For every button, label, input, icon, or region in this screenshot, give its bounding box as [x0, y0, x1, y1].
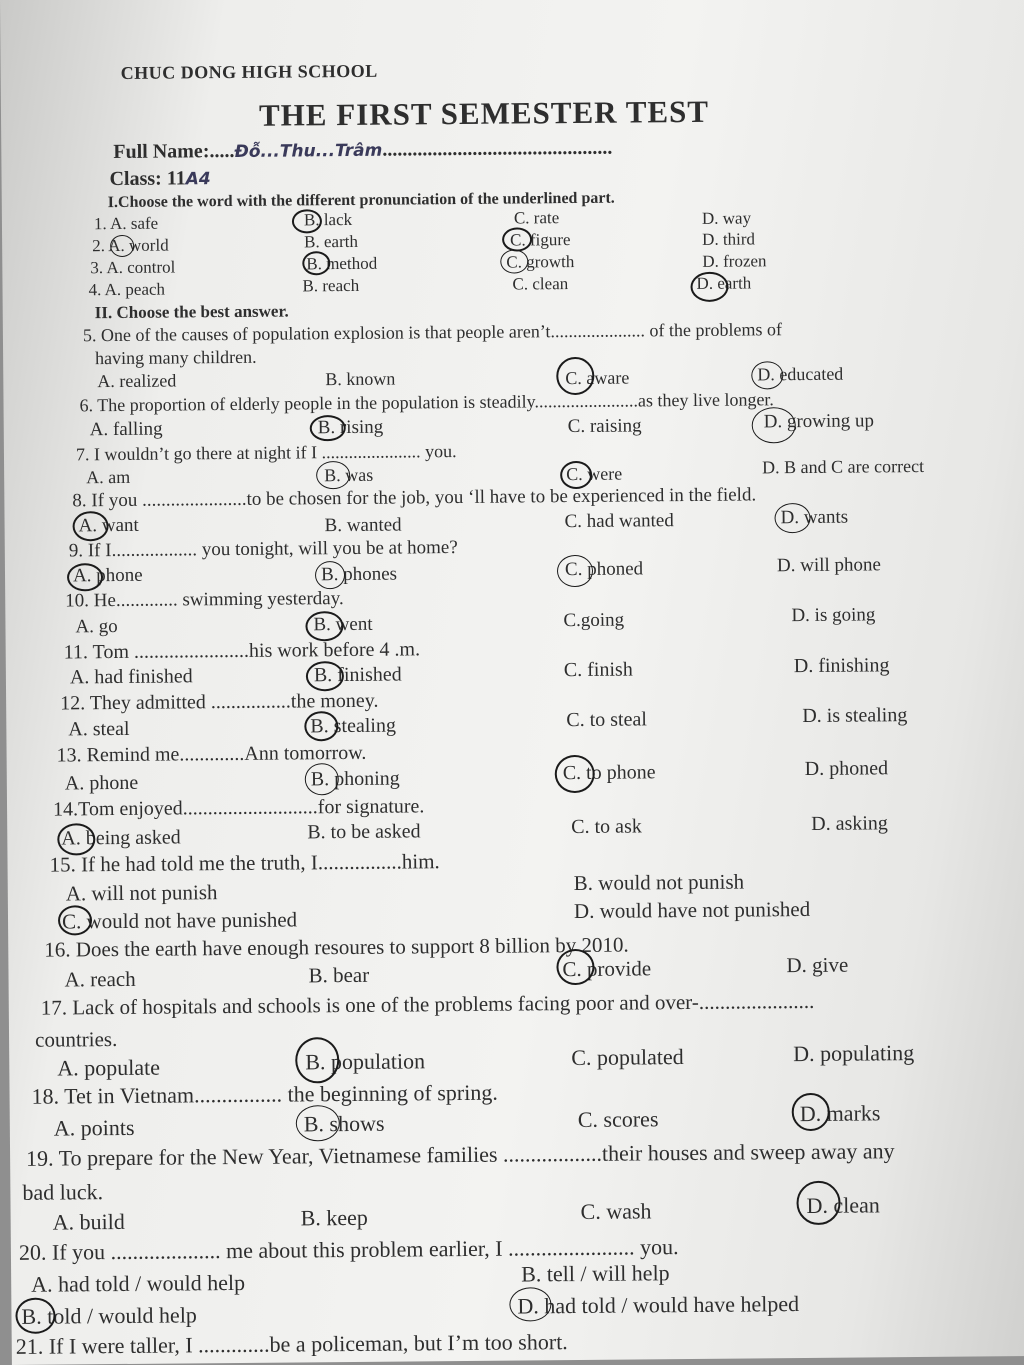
q11-option-d: D. finishing [793, 654, 890, 678]
q20-option-a: A. had told / would help [31, 1269, 246, 1297]
full-name-label: Full Name:..... [113, 139, 235, 164]
q8-prompt: 8. If you ......................to be chosen for the job, you ‘ll have to be experienced in the field. [72, 484, 757, 512]
q16-prompt: 16. Does the earth have enough resoures to support 8 billion by 2010. [44, 932, 629, 962]
q17-prompt: 17. Lack of hospitals and schools is one of the problems facing poor and over-...................... [40, 988, 815, 1020]
q6-option-d: D. growing up [763, 410, 875, 433]
answer-circle-q18-d [792, 1093, 830, 1131]
q7-prompt: 7. I wouldn’t go there at night if I ...................... you. [75, 441, 457, 465]
q10-prompt: 10. He............. swimming yesterday. [65, 588, 344, 612]
q1-option-d: D. way [701, 208, 752, 228]
answer-circle-q18-b [296, 1105, 340, 1141]
q9-option-a: A. phone [72, 564, 143, 587]
q18-option-b: B. shows [303, 1110, 385, 1137]
q10-option-c: C.going [563, 609, 625, 632]
answer-circle-q14-a [57, 823, 95, 855]
test-title: THE FIRST SEMESTER TEST [258, 93, 710, 133]
q5-option-d: D. educated [757, 363, 844, 385]
q19-prompt: 19. To prepare for the New Year, Vietnamese families ..................their houses and sweep away any [26, 1138, 895, 1171]
q13-prompt: 13. Remind me.............Ann tomorrow. [56, 741, 367, 767]
q20-prompt: 20. If you .................... me about this problem earlier, I ....................... you. [18, 1234, 679, 1265]
q15-option-c: C. would not have punished [61, 907, 298, 934]
q10-option-a: A. go [75, 615, 118, 638]
section-heading-best-answer: II. Choose the best answer. [94, 301, 289, 323]
q19-option-b: B. keep [300, 1204, 368, 1231]
answer-circle-q7-b [316, 461, 350, 489]
q6-option-b: B. rising [317, 416, 384, 439]
q18-option-c: C. scores [577, 1106, 659, 1132]
answer-circle-q3-b [302, 251, 330, 275]
q2-option-a: 2. A. world [92, 235, 169, 256]
q12-option-c: C. to steal [566, 708, 647, 732]
q18-option-d: D. marks [799, 1100, 881, 1127]
school-name: CHUC DONG HIGH SCHOOL [120, 60, 378, 83]
q3-option-a: 3. A. control [90, 257, 176, 278]
q17-prompt-continued: countries. [34, 1027, 118, 1052]
q2-option-c: C. figure [510, 230, 571, 250]
answer-circle-q5-c [556, 357, 594, 395]
q17-option-c: C. populated [571, 1044, 684, 1071]
answer-circle-q2-c [502, 227, 532, 251]
answer-circle-q13-c [555, 755, 595, 793]
q11-option-c: C. finish [563, 658, 633, 682]
q15-option-a: A. will not punish [65, 880, 218, 906]
answer-circle-q9-c [557, 555, 593, 587]
q14-option-d: D. asking [811, 812, 888, 835]
q11-prompt: 11. Tom .......................his work before 4 .m. [63, 638, 421, 664]
q17-option-a: A. populate [57, 1054, 161, 1081]
answer-circle-q11-b [306, 661, 344, 691]
class-label: Class: 11 [109, 167, 186, 191]
q21-prompt: 21. If I were taller, I .............be a policeman, but I’m too short. [15, 1329, 568, 1359]
q19-option-c: C. wash [580, 1198, 652, 1224]
answer-circle-q9-a [67, 563, 103, 591]
q7-option-b: B. was [324, 464, 374, 486]
q9-option-b: B. phones [320, 563, 398, 586]
q8-option-a: A. want [78, 514, 139, 537]
q13-option-d: D. phoned [804, 757, 889, 781]
q17-option-b: B. population [305, 1048, 426, 1075]
q3-option-b: B. method [306, 253, 378, 274]
full-name-dots: .............................................. [382, 136, 613, 161]
q10-option-d: D. is going [791, 604, 876, 627]
q11-option-b: B. finished [313, 663, 402, 687]
q13-option-c: C. to phone [562, 761, 656, 785]
answer-circle-q2-a [110, 235, 134, 257]
q1-option-c: C. rate [513, 208, 560, 228]
answer-circle-q3-c [500, 249, 528, 273]
q11-option-a: A. had finished [69, 665, 193, 689]
q4-option-a: 4. A. peach [88, 279, 166, 300]
q19-prompt-continued: bad luck. [22, 1179, 104, 1205]
answer-circle-q6-d [752, 407, 796, 443]
answer-circle-q13-b [305, 763, 339, 795]
q6-prompt: 6. The proportion of elderly people in the population is steadily.......................as they live longer. [79, 389, 774, 416]
answer-circle-q17-b [295, 1037, 339, 1083]
answer-circle-q9-b [315, 561, 345, 589]
q19-option-a: A. build [52, 1208, 125, 1235]
class-row [109, 167, 210, 191]
q5-option-b: B. known [325, 368, 396, 390]
q12-option-d: D. is stealing [802, 704, 908, 728]
q5-prompt-continued: having many children. [95, 346, 257, 369]
q1-option-b: B. lack [303, 209, 353, 230]
q2-option-d: D. third [702, 229, 756, 249]
q4-option-c: C. clean [512, 274, 569, 294]
q12-option-a: A. steal [68, 717, 130, 741]
q13-option-a: A. phone [64, 771, 139, 795]
q15-option-d: D. would have not punished [573, 896, 811, 924]
q9-option-d: D. will phone [776, 554, 882, 577]
answer-circle-q19-d [796, 1181, 840, 1225]
q16-option-d: D. give [786, 952, 849, 978]
q14-prompt: 14.Tom enjoyed...........................for signature. [52, 795, 425, 821]
q1-option-a: 1. A. safe [93, 213, 159, 234]
q19-option-d: D. clean [806, 1192, 880, 1219]
full-name-value: Đỗ...Thu...Trâm [234, 140, 383, 162]
q14-option-a: A. being asked [61, 826, 181, 850]
answer-circle-q10-b [305, 611, 343, 641]
q8-option-d: D. wants [780, 506, 849, 529]
q18-option-a: A. points [53, 1114, 135, 1141]
answer-circle-q8-d [774, 503, 810, 533]
q9-option-c: C. phoned [564, 558, 644, 581]
q7-option-a: A. am [86, 466, 131, 488]
q14-option-b: B. to be asked [307, 820, 421, 844]
q8-option-b: B. wanted [324, 514, 402, 537]
q3-option-c: C. growth [506, 251, 575, 272]
q14-option-c: C. to ask [571, 815, 642, 839]
q4-option-d: D. earth [696, 273, 752, 293]
q5-option-c: C. aware [565, 367, 630, 389]
answer-circle-q12-b [304, 711, 338, 741]
answer-circle-q1 [292, 209, 322, 233]
q13-option-b: B. phoning [310, 767, 400, 791]
answer-circle-q15-c [58, 905, 92, 935]
q10-option-b: B. went [313, 613, 373, 636]
answer-circle-q7-c [560, 461, 592, 489]
q7-option-c: C. were [566, 463, 623, 485]
q6-option-c: C. raising [567, 415, 642, 438]
q18-prompt: 18. Tet in Vietnam................ the beginning of spring. [31, 1079, 498, 1109]
section-heading-pronunciation: I.Choose the word with the different pronunciation of the underlined part. [107, 189, 615, 212]
answer-circle-q4 [690, 272, 728, 302]
q16-option-c: C. provide [562, 956, 652, 982]
q2-option-b: B. earth [304, 231, 359, 252]
q3-option-d: D. frozen [702, 251, 767, 271]
q15-option-b: B. would not punish [573, 869, 745, 896]
q9-prompt: 9. If I.................. you tonight, will you be at home? [68, 537, 458, 562]
q20-option-d: D. had told / would have helped [517, 1291, 800, 1319]
q5-prompt: 5. One of the causes of population explosion is that people aren’t..................... of the problems of [82, 319, 783, 346]
q5-option-a: A. realized [97, 370, 177, 392]
q6-option-a: A. falling [89, 418, 163, 441]
answer-circle-q8-a [72, 511, 108, 541]
class-value: A4 [185, 169, 211, 190]
q12-option-b: B. stealing [310, 714, 396, 738]
q17-option-d: D. populating [793, 1040, 915, 1067]
q20-option-b: B. tell / will help [521, 1260, 670, 1287]
answer-circle-q5-d [751, 361, 783, 389]
answer-circle-q16-c [556, 949, 594, 985]
q12-prompt: 12. They admitted ................the money. [60, 689, 379, 715]
q20-option-c: B. told / would help [21, 1302, 197, 1329]
full-name-row [113, 137, 612, 164]
q4-option-b: B. reach [302, 275, 360, 296]
q15-prompt: 15. If he had told me the truth, I................him. [49, 849, 440, 877]
answer-circle-q20-d [509, 1287, 551, 1321]
q16-option-b: B. bear [308, 962, 370, 988]
q8-option-c: C. had wanted [564, 510, 674, 533]
answer-circle-q20-b [15, 1298, 55, 1334]
q16-option-a: A. reach [64, 966, 136, 992]
q7-option-d: D. B and C are correct [762, 455, 925, 478]
